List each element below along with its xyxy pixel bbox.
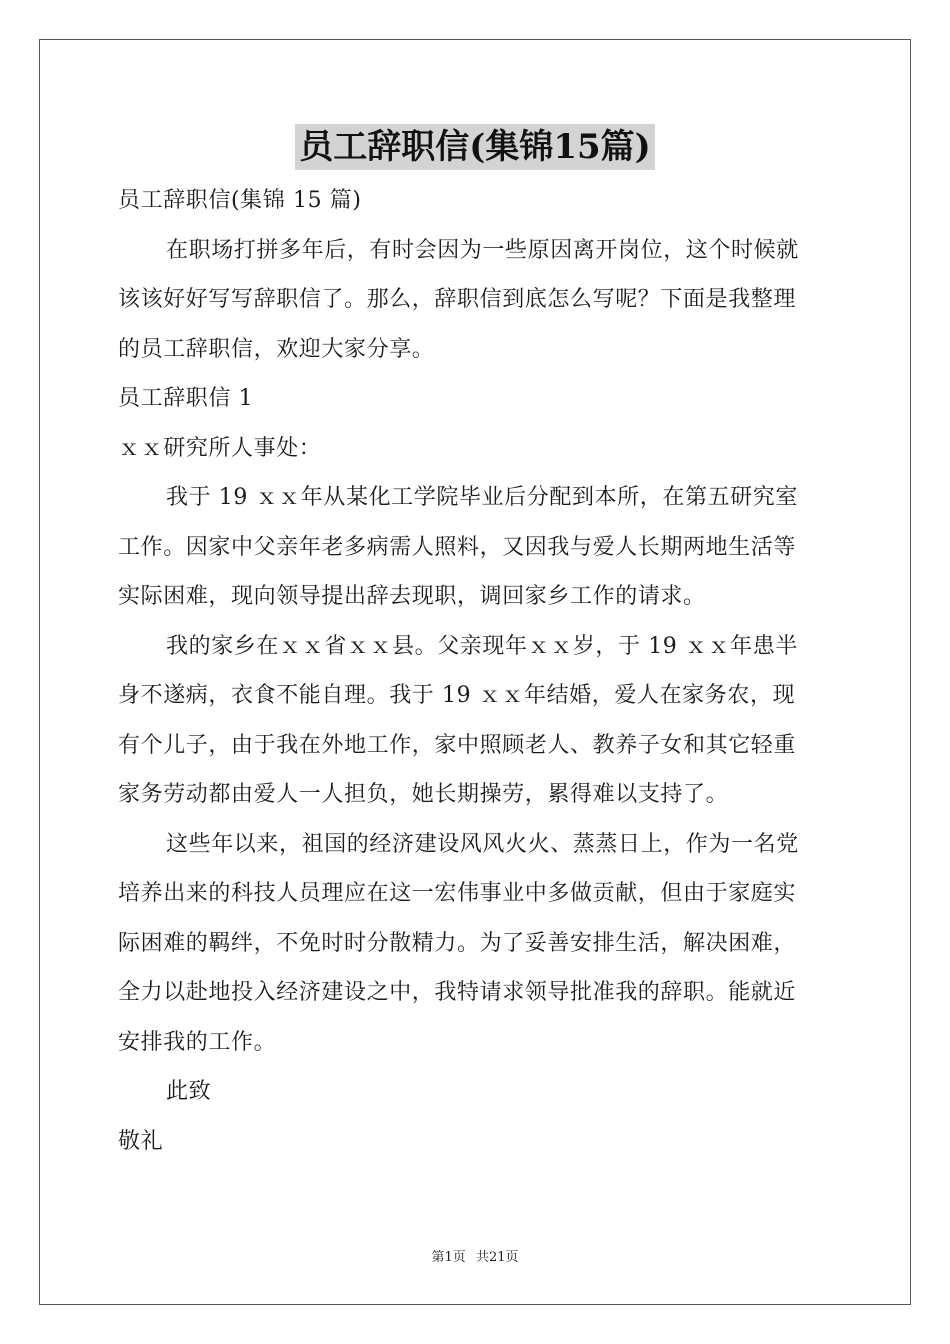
document-subtitle: 员工辞职信(集锦 15 篇) [118, 188, 362, 213]
paragraph-line: 身不遂病，衣食不能自理。我于 19 ｘｘ年结婚，爱人在家务农，现 [118, 683, 796, 708]
paragraph-line: 有个儿子，由于我在外地工作，家中照顾老人、教养子女和其它轻重 [118, 732, 797, 758]
intro-line: 该该好好写写辞职信了。那么，辞职信到底怎么写呢？下面是我整理 [118, 287, 797, 312]
closing-salute: 敬礼 [118, 1128, 164, 1154]
intro-line: 在职场打拼多年后，有时会因为一些原因离开岗位，这个时候就 [166, 237, 799, 263]
page-number: 第1页 [431, 1250, 466, 1265]
document-body [118, 176, 834, 1166]
paragraph-line: 我的家乡在ｘｘ省ｘｘ县。父亲现年ｘｘ岁，于 19 ｘｘ年患半 [166, 633, 798, 659]
paragraph-line: 我于 19 ｘｘ年从某化工学院毕业后分配到本所，在第五研究室 [166, 485, 798, 510]
intro-line: 的员工辞职信，欢迎大家分享。 [118, 336, 435, 362]
paragraph-line: 工作。因家中父亲年老多病需人照料，又因我与爱人长期两地生活等 [118, 534, 797, 560]
paragraph-line: 际困难的羁绊，不免时时分散精力。为了妥善安排生活，解决困难， [118, 930, 797, 956]
document-title: 员工辞职信(集锦15篇) [295, 124, 655, 170]
salutation: ｘｘ研究所人事处： [118, 435, 322, 461]
paragraph-line: 全力以赴地投入经济建设之中，我特请求领导批准我的辞职。能就近 [118, 980, 797, 1005]
page-footer [0, 1246, 950, 1265]
paragraph-line: 家务劳动都由爱人一人担负，她长期操劳，累得难以支持了。 [118, 782, 729, 807]
paragraph-line: 培养出来的科技人员理应在这一宏伟事业中多做贡献，但由于家庭实 [118, 881, 797, 906]
title-area [0, 124, 950, 170]
closing-regards: 此致 [166, 1079, 212, 1104]
paragraph-line: 实际困难，现向领导提出辞去现职，调回家乡工作的请求。 [118, 584, 706, 609]
section-heading: 员工辞职信 1 [118, 386, 254, 411]
paragraph-line: 安排我的工作。 [118, 1029, 277, 1055]
paragraph-line: 这些年以来，祖国的经济建设风风火火、蒸蒸日上，作为一名党 [166, 831, 799, 857]
page-total: 共21页 [475, 1250, 519, 1265]
